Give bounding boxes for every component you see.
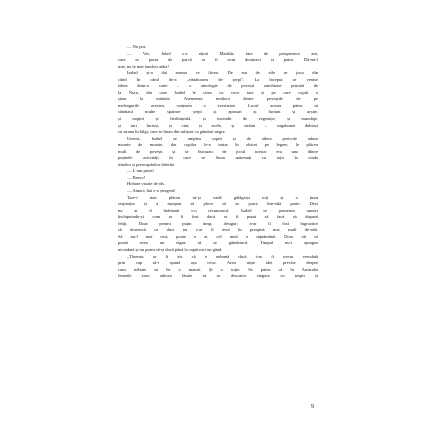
text-line: ideea dintr-o carte – o antologie de povești autohtone primită de xyxy=(118,83,318,89)
text-line: respirația și a așteptat să plece să se joace într-altă parte. Deși xyxy=(118,201,318,207)
text-line: știau la mătuite. Asemenea multora dintre poveștile de pe xyxy=(118,96,318,102)
text-line: sănătacă multe spaime: șerpi și apusuri și furtuni și arșițe, xyxy=(118,109,318,115)
text-line: cum trebuie să fie o mamă. Și o soție. Se părea că în Australia xyxy=(118,266,318,272)
text-line: să dorească ca duci nu s-ar fi avut în preajmă mai mult de-atât. xyxy=(118,227,318,233)
text-line: — Bravo! xyxy=(127,174,146,180)
text-line: mult de povești și se bucurau de jocul acesta: era una dintre xyxy=(118,148,318,154)
text-line: și turi furioși, și cini, și acele, și străini – vagabonzi dubioși xyxy=(118,122,318,128)
text-line: Tare-i mai plăcea să-și vadă gălăgioși toți și a ținut xyxy=(127,194,318,200)
text-line: — Nu pot. xyxy=(127,44,147,49)
text-line: nu ar fi îndrăznit s-o recunoască, Isabel se pomenea uneori xyxy=(118,207,318,213)
text-line: închipuindu-și cum ar fi fost dacă ar fi putut să facă să dispară xyxy=(118,214,318,220)
text-line: timelor și preocupărilor diferite. xyxy=(118,161,176,167)
text-line: niciodată și nu putea să-și ducă până la capăt nici un gând. xyxy=(118,246,223,252)
page-number: 9 xyxy=(311,404,314,410)
text-line: — L-am prins! xyxy=(127,168,154,174)
text-line: care se purta de parcă ar fi avut douăzeci și patru. Dă-mi-l xyxy=(118,57,318,63)
text-line: și nopțiri și fierbințeală, și incendii de vegetație, și mundaje, xyxy=(118,116,318,122)
text-line: „Thomas ar fi zis că e nebună dacă i-ar fi trecut vreodată xyxy=(127,253,318,259)
text-line: mie, nu te mai fandosi atâta! xyxy=(118,63,169,69)
text-line: la Nora, din care Isabel le citea cu voce tare și pe care copiii o xyxy=(118,89,318,95)
text-line: meleagurile acestea, conținea o avertizare. Locul acesta părea să xyxy=(118,102,318,108)
text-line: prin cap să-i spună așa ceva. Avea niște idei precise despre xyxy=(118,260,318,266)
text-line: când în când de-a „vânătoarea de șerpi”. La început se venise xyxy=(118,76,318,82)
text-line: Isabel și-a dat seama ce făcea. De ani de zile se juca din xyxy=(127,70,318,76)
text-line: Uneori, Isabel se umplea copiii și de atlera pericole aduse xyxy=(127,135,318,141)
text-line: puținele activități în care se lăsau antrenați cu toții la cinda xyxy=(118,155,318,161)
text-line: — Atunci, hai s-o ștergem! xyxy=(127,188,176,194)
text-line: cu strana în bilgi, care se lăsau din tufișuri cu gânduri negre. xyxy=(118,129,226,135)
body-text xyxy=(118,44,318,280)
text-line: fetiți. Doar pentru puțin timp, desigur; n-ar fi fost îngrozitor xyxy=(118,220,318,226)
text-line: Să nu-l mai rost, poate o zi, cel mult o săptămână. Doar cât să xyxy=(118,233,318,239)
text-line: Hohote vioaie de râs. xyxy=(127,181,165,187)
text-line: — Vai, John! s-a rățoit Matilda, fata de paisprezece ani, xyxy=(127,50,318,56)
text-line: femeile erau adesea lăsate să se descurce singure cu șerpii și xyxy=(118,273,318,279)
text-line: poată avea un răgaz să se gândească. Timpul nu-i ajungea xyxy=(118,240,318,246)
text-line: moarte de moarte, dar copilor le-a intrat în obicei pe fegete, le plăcea xyxy=(118,142,318,148)
